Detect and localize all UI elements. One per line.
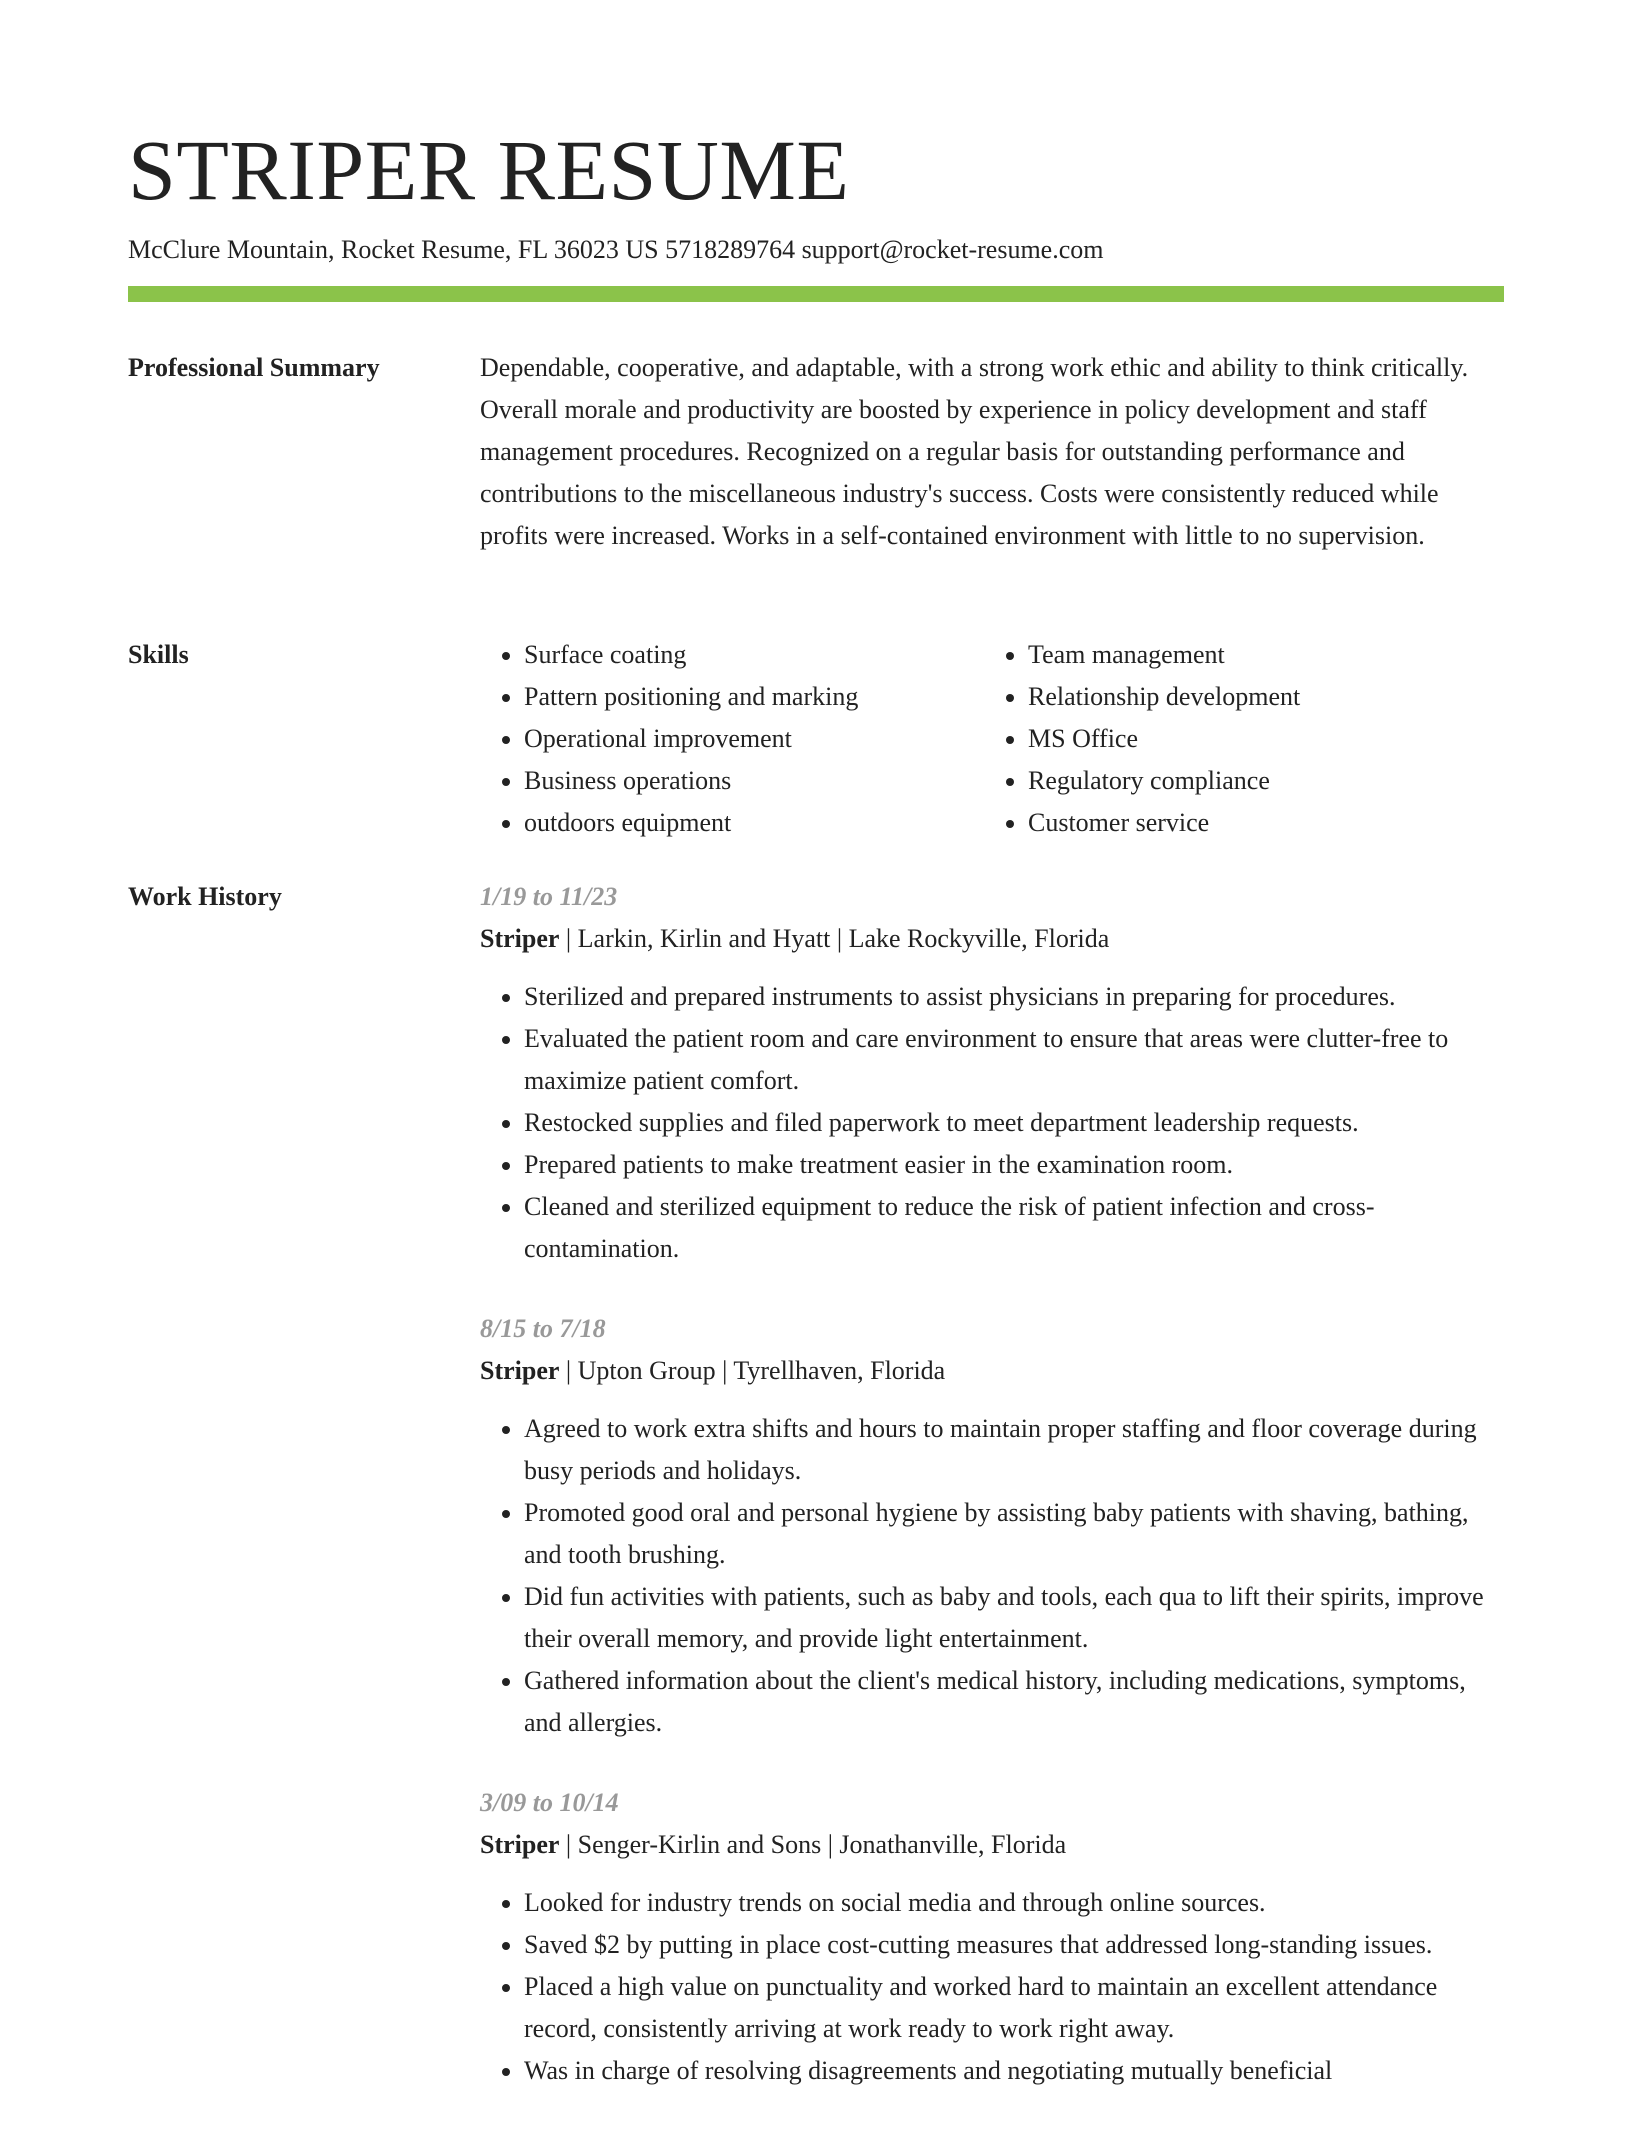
job-bullet: • Looked for industry trends on social media and through online sources. xyxy=(524,1882,1504,1924)
contact-line xyxy=(128,230,1103,270)
job-bullet: • Restocked supplies and filed paperwork to meet department leadership requests. xyxy=(524,1102,1504,1144)
job-location: | Jonathanville, Florida xyxy=(821,1830,1066,1859)
job-bullet: • Placed a high value on punctuality and worked hard to maintain an excellent attendance record, consistently arriving at work ready to work right away. xyxy=(524,1966,1504,2050)
skills-columns xyxy=(480,634,1504,844)
resume-page xyxy=(128,0,1504,2112)
resume-title: STRIPER RESUME xyxy=(128,122,850,218)
skill-item: • Team management xyxy=(1028,634,1488,676)
summary-body xyxy=(480,347,1504,557)
contact-address: McClure Mountain, Rocket Resume, FL 36023 US xyxy=(128,235,659,264)
job-bullet: • Sterilized and prepared instruments to assist physicians in preparing for procedures. xyxy=(524,976,1504,1018)
job-company: | Upton Group xyxy=(559,1356,715,1385)
header-divider xyxy=(128,286,1504,302)
job-position: Striper xyxy=(480,1830,560,1859)
job-position: Striper xyxy=(480,924,560,953)
skill-item: • Operational improvement xyxy=(524,718,984,760)
skills-body xyxy=(480,634,1504,844)
job-bullet: • Promoted good oral and personal hygiene by assisting baby patients with shaving, bathing, and tooth brushing. xyxy=(524,1492,1504,1576)
summary-text: Dependable, cooperative, and adaptable, with a strong work ethic and ability to think critically. Overall morale and productivity are boosted by experience in policy development and staff management procedures. Recognized on a regular basis for outstanding performance and contributions to the miscellaneous industry's success. Costs were consistently reduced while profits were increased. Works in a self-contained environment with little to no supervision. xyxy=(480,353,1469,550)
job-bullet: • Did fun activities with patients, such as baby and tools, each qua to lift their spirits, improve their overall memory, and provide light entertainment. xyxy=(524,1576,1504,1660)
job-bullets xyxy=(480,1408,1504,1744)
job-dates: 1/19 to 11/23 xyxy=(480,882,618,911)
job-company: | Senger-Kirlin and Sons xyxy=(559,1830,821,1859)
skills-label: Skills xyxy=(128,640,189,669)
work-history-label: Work History xyxy=(128,882,282,911)
skill-item: • Customer service xyxy=(1028,802,1488,844)
job-entry xyxy=(480,1308,1504,1744)
skills-list-left xyxy=(480,634,984,844)
job-dates: 8/15 to 7/18 xyxy=(480,1314,606,1343)
skill-item: • Pattern positioning and marking xyxy=(524,676,984,718)
job-bullet: • Was in charge of resolving disagreements and negotiating mutually beneficial xyxy=(524,2050,1504,2092)
job-heading xyxy=(480,1350,1504,1392)
summary-label: Professional Summary xyxy=(128,353,380,382)
job-bullet: • Agreed to work extra shifts and hours to maintain proper staffing and floor coverage during busy periods and holidays. xyxy=(524,1408,1504,1492)
skill-item: • outdoors equipment xyxy=(524,802,984,844)
job-heading xyxy=(480,1824,1504,1866)
skill-item: • Surface coating xyxy=(524,634,984,676)
skill-item: • Relationship development xyxy=(1028,676,1488,718)
job-company: | Larkin, Kirlin and Hyatt xyxy=(559,924,830,953)
job-entry xyxy=(480,876,1504,1270)
job-position: Striper xyxy=(480,1356,560,1385)
job-bullet: • Prepared patients to make treatment easier in the examination room. xyxy=(524,1144,1504,1186)
job-bullets xyxy=(480,1882,1504,2092)
skill-item: • Regulatory compliance xyxy=(1028,760,1488,802)
job-dates: 3/09 to 10/14 xyxy=(480,1788,619,1817)
skills-list-right xyxy=(984,634,1488,844)
job-bullet: • Cleaned and sterilized equipment to reduce the risk of patient infection and cross-contamination. xyxy=(524,1186,1504,1270)
job-entry xyxy=(480,1782,1504,2092)
work-history-body xyxy=(480,876,1504,2130)
job-bullet: • Gathered information about the client's medical history, including medications, symptoms, and allergies. xyxy=(524,1660,1504,1744)
job-bullet: • Saved $2 by putting in place cost-cutting measures that addressed long-standing issues. xyxy=(524,1924,1504,1966)
contact-phone: 5718289764 xyxy=(665,235,796,264)
skill-item: • MS Office xyxy=(1028,718,1488,760)
job-location: | Tyrellhaven, Florida xyxy=(716,1356,946,1385)
job-heading xyxy=(480,918,1504,960)
job-bullets xyxy=(480,976,1504,1270)
job-location: | Lake Rockyville, Florida xyxy=(830,924,1109,953)
job-bullet: • Evaluated the patient room and care environment to ensure that areas were clutter-free to maximize patient comfort. xyxy=(524,1018,1504,1102)
skill-item: • Business operations xyxy=(524,760,984,802)
contact-email: support@rocket-resume.com xyxy=(801,235,1104,264)
